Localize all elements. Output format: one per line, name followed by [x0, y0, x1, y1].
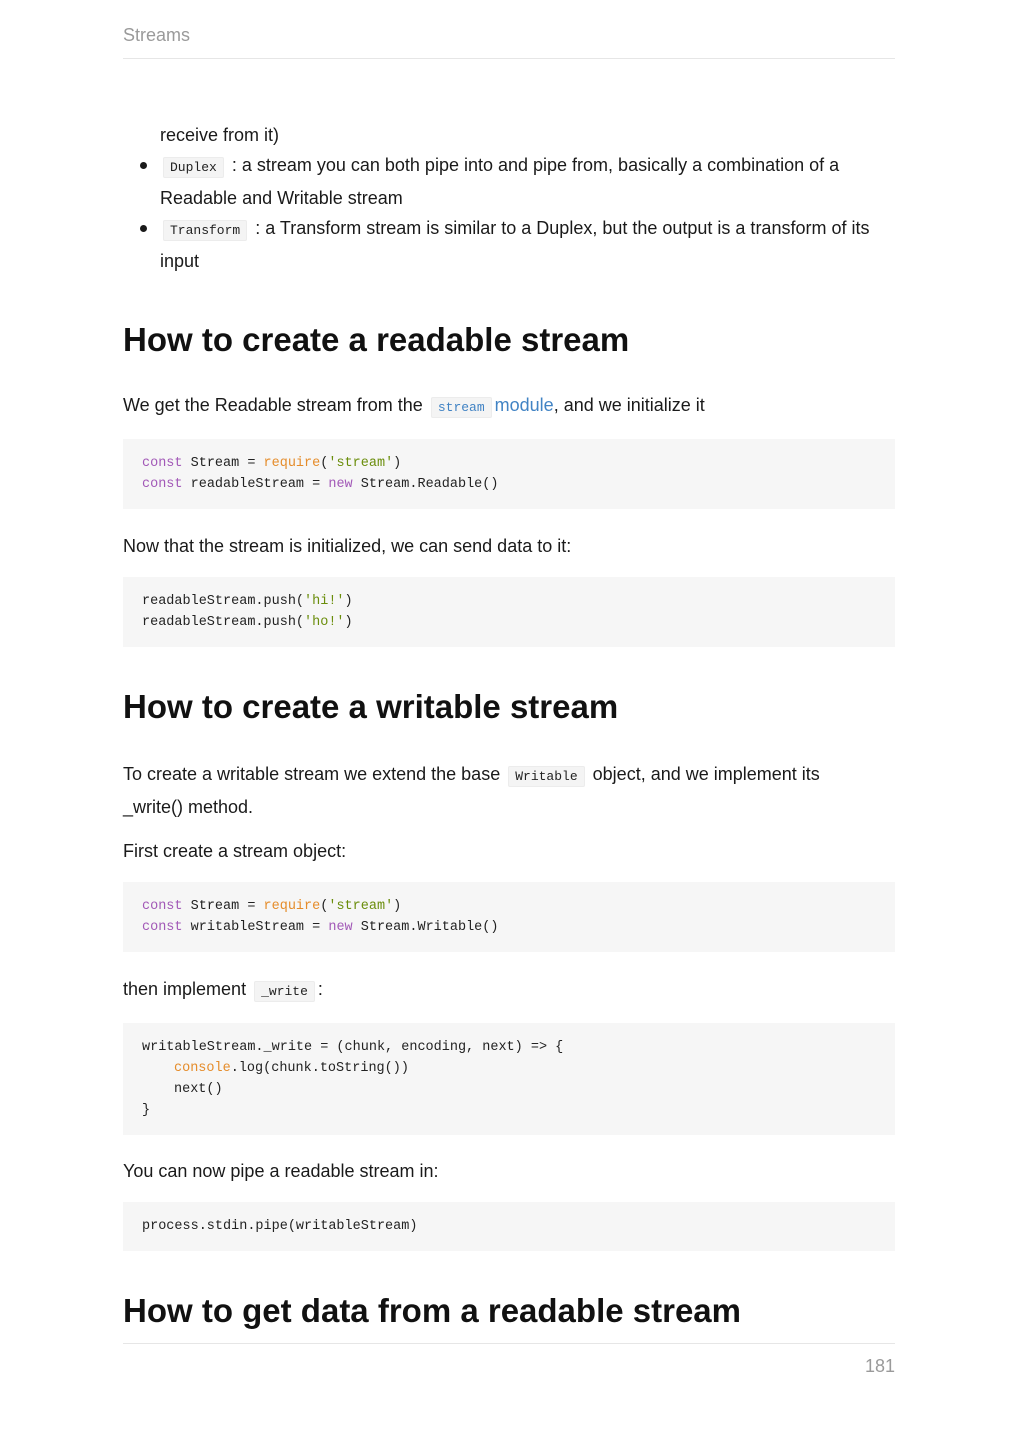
code-text: (	[320, 456, 329, 471]
header-title: Streams	[123, 25, 191, 45]
code-text: writableStream =	[182, 920, 329, 935]
bullet-icon	[140, 162, 147, 169]
list-item	[123, 213, 895, 276]
code-keyword: const	[142, 920, 183, 935]
code-text: )	[393, 456, 402, 471]
code-text: Stream =	[182, 456, 264, 471]
code-keyword: const	[142, 477, 183, 492]
list-item-text-cont: input	[160, 251, 200, 271]
paragraph: Now that the stream is initialized, we can send data to it:	[123, 536, 572, 556]
paragraph: You can now pipe a readable stream in:	[123, 1161, 439, 1181]
page-number: 181	[864, 1356, 895, 1376]
code-text: )	[393, 899, 402, 914]
code-text: readableStream.push(	[142, 615, 305, 630]
code-text: readableStream.push(	[142, 594, 305, 609]
code-text: }	[142, 1103, 151, 1118]
stream-code-link[interactable]: stream	[431, 397, 492, 418]
list-item-text: : a stream you can both pipe into and pipe from, basically a combination of a	[231, 155, 840, 175]
section-heading-writable: How to create a writable stream	[123, 688, 619, 725]
inline-code: Duplex	[163, 157, 224, 178]
code-text: readableStream =	[182, 477, 329, 492]
code-text: (	[320, 899, 329, 914]
code-text: )	[344, 594, 353, 609]
code-keyword: new	[328, 477, 353, 492]
text-span: _write() method.	[123, 797, 254, 817]
section-heading-readable: How to create a readable stream	[123, 321, 630, 358]
text-span: , and we initialize it	[553, 395, 705, 415]
code-builtin: require	[263, 899, 321, 914]
paragraph	[123, 390, 895, 423]
code-text: .log(chunk.toString())	[230, 1061, 409, 1076]
code-block-readable-push	[123, 577, 895, 647]
code-block-readable-init	[123, 439, 895, 509]
code-text: next()	[174, 1082, 223, 1097]
paragraph	[123, 759, 895, 822]
code-block-pipe	[123, 1202, 895, 1251]
list-item-text-cont: Readable and Writable stream	[160, 188, 403, 208]
code-string: 'hi!'	[304, 594, 345, 609]
page-footer	[123, 1343, 895, 1377]
section-heading-getdata: How to get data from a readable stream	[123, 1292, 741, 1329]
bullet-icon	[140, 225, 147, 232]
inline-code: Writable	[508, 766, 584, 787]
page-header	[123, 22, 895, 59]
text-span: object, and we implement its	[592, 764, 820, 784]
text-span: :	[317, 979, 323, 999]
list-item	[123, 150, 895, 213]
code-block-writable-init	[123, 882, 895, 952]
inline-code: Transform	[163, 220, 247, 241]
text-span: We get the Readable stream from the	[123, 395, 423, 415]
module-link[interactable]: module	[494, 395, 554, 415]
code-builtin: require	[263, 456, 321, 471]
code-text: process.stdin.pipe(writableStream)	[142, 1219, 418, 1234]
code-text: Stream.Writable()	[352, 920, 499, 935]
code-keyword: new	[328, 920, 353, 935]
list-continuation-text: receive from it)	[160, 125, 280, 145]
code-text: Stream =	[182, 899, 264, 914]
text-span: To create a writable stream we extend the base	[123, 764, 501, 784]
code-string: 'stream'	[328, 456, 394, 471]
code-string: 'stream'	[328, 899, 394, 914]
text-span: then implement	[123, 979, 247, 999]
code-keyword: const	[142, 456, 183, 471]
stream-types-list	[123, 150, 895, 276]
code-text: Stream.Readable()	[352, 477, 499, 492]
inline-code: _write	[254, 981, 315, 1002]
list-item-text: : a Transform stream is similar to a Duplex, but the output is a transform of its	[255, 218, 870, 238]
code-builtin: console	[174, 1061, 231, 1076]
code-block-write-impl	[123, 1023, 895, 1135]
page-content	[123, 120, 895, 1331]
code-string: 'ho!'	[304, 615, 345, 630]
paragraph	[123, 974, 895, 1007]
paragraph: First create a stream object:	[123, 841, 347, 861]
code-text: writableStream._write = (chunk, encoding, next) => {	[142, 1040, 564, 1055]
code-keyword: const	[142, 899, 183, 914]
code-text: )	[344, 615, 353, 630]
